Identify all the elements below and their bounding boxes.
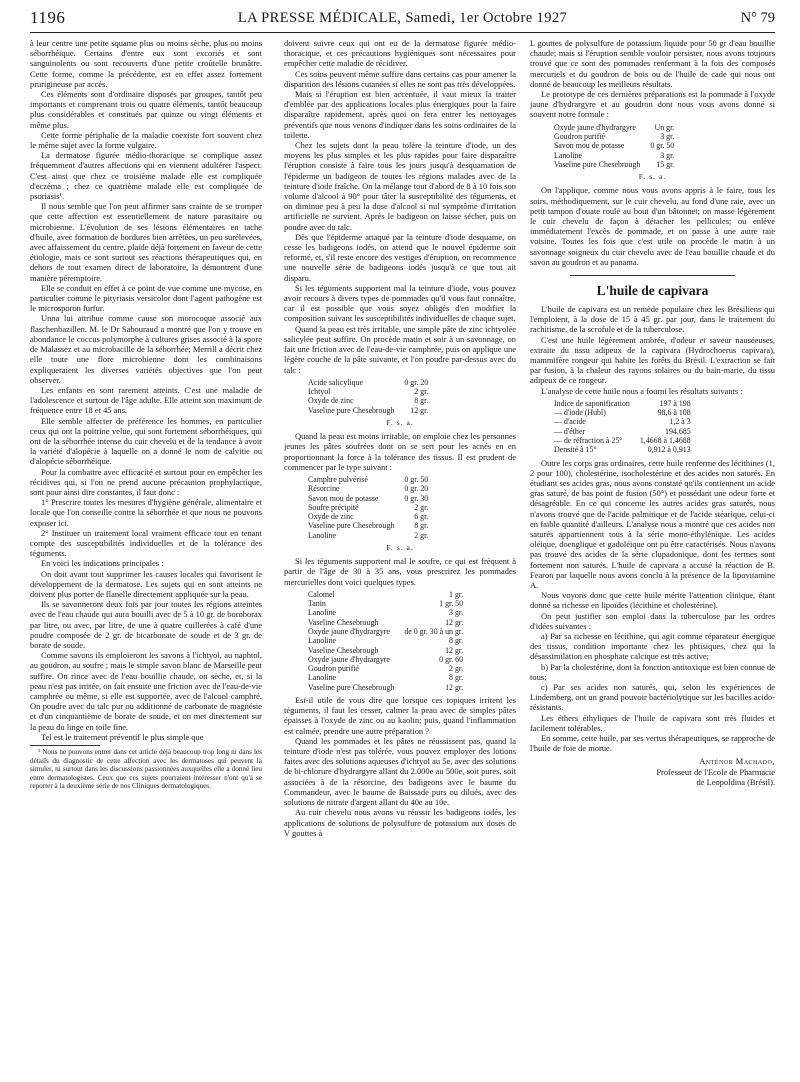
row-quantity: 3 gr. [660, 150, 675, 160]
paragraph: à leur centre une petite squame plus ou moins sèche, plus ou moins séborrhéique. Certains d'entre eux sont excoriés et sont sanguinolents ou sont recouverts d'une petite croûtelle brunâtre. Cette forme, comme la précédente, est en effet assez fortement prurigineuse par accès. [30, 38, 262, 89]
row-quantity: 0 gr. 30 [404, 493, 429, 503]
row-quantity: 0,912 à 0,913 [647, 445, 691, 455]
paragraph: C'est une huile légèrement ambrée, d'odeur et saveur nauséeuses, extraite du tissu adipeux de la capivara (Hydrochoerus capivara), mammifère rongeur qui habite les forêts du Brésil. L'extraction se fait par fusion, à la chaleur des rayons solaires ou du bain-marie, du tissu adipeux de ce rongeur. [530, 334, 775, 386]
paragraph: Ces soins peuvent même suffire dans certains cas pour amener la disparition des lésions cutanées si elles ne sont pas très développées. [284, 68, 516, 89]
paragraph: On peut justifier son emploi dans la tuberculose par les ordres d'idées suivantes : [530, 610, 775, 631]
row-label: Goudron purifié [308, 664, 360, 674]
row-label: Lanoline [554, 150, 583, 160]
page-number: 1196 [30, 8, 66, 27]
paragraph: Quand les pommades et les pâtes ne réussissent pas, quand la teinture d'iode n'est pas tolérée, vous pouvez employer des lotions faites avec des solutions aqueuses d'ichtyol au 5e, avec des solutions de bi-chlorure d'hydrargyre allant du 2.000e au 500e, soit pures, soit associées à de la résorcine, des badigeons avec le baume du Commandeur, avec le baume de Baissade purs ou dilués, avec des solutions de nitrate d'argent allant du 40e au 10e. [284, 735, 516, 808]
table-row [552, 436, 693, 445]
row-label: Vaseline Chesebrough [308, 617, 379, 627]
row-quantity: 12 gr. [410, 405, 429, 415]
footnote: ¹ Nous ne pouvons entrer dans cet article déjà beaucoup trop long ni dans les détails du diagnostic de cette affection avec les dermatoses qui peuvent la simuler, ni surtout dans les discussions passionnées auxquelles elle a donné lieu entre dermatologistes. Ceux que ces sujets pourraient intéresser n'ont qu'à se reporter à la deuxième série de nos Cliniques dermatologiques. [30, 748, 262, 791]
row-quantity: 0 gr. 60 [439, 654, 464, 664]
table-row [306, 590, 465, 599]
row-label: Oxyde de zinc [308, 512, 354, 522]
row-quantity: 0 gr. 20 [404, 484, 429, 494]
row-label: Indice de saponification [554, 398, 630, 408]
row-quantity: 194,685 [665, 426, 691, 436]
row-label: Vaseline pure Chesebrough [308, 405, 395, 415]
table-row [306, 636, 465, 645]
paragraph: Comme savons ils emploieront les savons à l'ichtyol, au naphtol, au goudron, au soufre ; mais le simple savon blanc de Marseille peut suffire. On rince avec de l'eau bouillie chaude, on sèche, et, si la peau n'est pas irritée, on fait ensuite une friction avec de l'eau-de-vie camphrée ou même, si elle est supportée, avec de l'alcool camphré. On poudre avec du talc pur ou additionné de carbonate de magnésie et d'un cinquantième de borate de soude, et on met directement sur la peau du linge en toile fine. [30, 650, 262, 732]
row-quantity: 3 gr. [449, 608, 464, 618]
prescription-table [306, 590, 465, 692]
table-row [306, 664, 465, 673]
row-label: Lanoline [308, 530, 337, 540]
row-quantity: 2 gr. [414, 530, 429, 540]
row-quantity: 12 gr. [445, 617, 464, 627]
paragraph: Tel est le traitement préventif le plus simple que [41, 731, 204, 742]
row-label: — d'éther [554, 426, 586, 436]
row-quantity: 12 gr. [445, 645, 464, 655]
row-label: Densité à 15° [554, 445, 597, 455]
table-row [306, 512, 430, 521]
row-quantity: 2 gr. [414, 502, 429, 512]
paragraph: b) Par la cholestérine, dont la fonction antitoxique est bien connue de tous; [530, 661, 775, 682]
row-label: Savon mou de potasse [308, 493, 379, 503]
section-title: L'huile de capivara [596, 282, 709, 298]
row-label: Soufre précipité [308, 502, 359, 512]
row-label: Oxyde jaune d'hydrargyre [554, 122, 636, 132]
fsa-mark: F. s. a. [386, 542, 414, 552]
row-quantity: 1,2 à 3 [669, 417, 691, 427]
paragraph: a) Par sa richesse en lécithine, qui agit comme réparateur énergique des tissus, condition importante chez les phtisiques, chez qui la désassimilation en phosphate calcique est très active; [530, 631, 775, 662]
paragraph: 1° Prescrire toutes les mesures d'hygiène générale, alimentaire et locale que l'on conseille contre la séborrhée et que nous ne pouvons exposer ici. [30, 497, 262, 528]
row-label: Vaseline pure Chesebrough [308, 521, 395, 531]
paragraph: L gouttes de polysulfure de potassium liquide pour 50 gr d'eau bouillie chaude; mais si l'éruption semble vouloir persister, nous avons toujours trouvé que ce sont des pommades renfermant à la fois des composés mercuriels et du goudron de bois ou de l'huile de cade qui nous ont donné de beaucoup les meilleurs résultats. [530, 38, 775, 89]
paragraph: Les éthers éthyliques de l'huile de capivara sont très fluides et facilement tolérables. [530, 712, 775, 733]
table-row [552, 408, 693, 417]
table-row [552, 141, 676, 150]
paragraph: La dermatose figurée médio-thoracique se complique assez fréquemment d'autres affections qui en viennent adultérer l'aspect. C'est ainsi que chez ce troisième malade elle est compliquée d'eczéma ; chez ce quatrième malade elle est compliquée de psoriasis¹. [30, 150, 262, 202]
section-separator [530, 275, 775, 276]
prescription-table [306, 378, 430, 415]
footnote-rule [30, 745, 100, 746]
column-3 [530, 38, 775, 1072]
table-row [306, 599, 465, 608]
fsa-mark: F. s. a. [386, 417, 414, 427]
prescription-table [306, 475, 430, 540]
fsa-mark: F. s. a. [638, 172, 667, 182]
table-row [306, 618, 465, 627]
paragraph: En voici les indications principales : [41, 558, 164, 569]
column-2 [284, 38, 516, 1072]
row-quantity: 2 gr. [449, 664, 464, 674]
row-quantity: 8 gr. [414, 396, 429, 406]
row-quantity: 8 gr. [449, 636, 464, 646]
row-label: — d'acide [554, 417, 586, 427]
row-label: Lanoline [308, 636, 337, 646]
table-row [306, 396, 430, 405]
row-label: Camphre pulvérisé [308, 474, 368, 484]
paragraph: Chez les sujets dont la peau tolère la teinture d'iode, un des moyens les plus simples et les plus rapides pour faire disparaître l'éruption consiste à faire tous les jours jusqu'à desquamation de l'épiderme un badigeon de toutes les régions malades avec de la teinture d'iode fraîche. On la mélange tout d'abord de 8 à 10 fois son volume d'alcool à 90° pour tâter la susceptibilité des téguments, et on diminue peu à peu la dose d'alcool si nul symptôme d'irritation artificielle ne survient. Après le badigeon on laisse sécher, puis on poudre avec du talc. [284, 140, 516, 232]
row-quantity: 12 gr. [445, 682, 464, 692]
row-label: Vaseline Chesebrough [308, 645, 379, 655]
row-quantity: 0 gr. 50 [650, 141, 675, 151]
table-row [552, 445, 693, 454]
paragraph: Elle se conduit en effet à ce point de vue comme une mycose, en particulier comme le pityriasis versicolor dont l'agent pathogène est le microsporon furfur. [30, 282, 262, 314]
row-label: Oxyde jaune d'hydrargyre [308, 654, 390, 664]
table-row [306, 521, 430, 530]
row-quantity: 0 gr. 20 [404, 377, 429, 387]
row-label: Vaseline pure Chesebrough [308, 682, 395, 692]
table-row [552, 123, 676, 132]
row-label: Acide salicylique [308, 377, 363, 387]
table-row [306, 673, 465, 682]
paragraph: Quand la peau est moins irritable, on emploie chez les personnes jeunes les pâtes soufrées dont on se sert pour les acnés en en proportionnant la force à la tolérance des tissus. Il est prudent de commencer par le type suivant : [284, 431, 516, 472]
row-label: Oxyde de zinc [308, 396, 354, 406]
paragraph: L'huile de capivara est un remède populaire chez les Brésiliens qui l'emploient, à la dose de 15 à 45 gr. par jour, dans le traitement du rachitisme, de la scrofule et de la tuberculose. [530, 303, 775, 335]
table-row [306, 378, 430, 387]
table-row [552, 427, 693, 436]
row-quantity: 0 gr. 50 [404, 474, 429, 484]
running-title: LA PRESSE MÉDICALE, Samedi, 1er Octobre 1927 [237, 10, 568, 26]
paragraph: Outre les corps gras ordinaires, cette huile renferme des lécithines (1, 2 pour 100), cholestérine, isocholestérine et des acides non saturés. En étudiant ses acides gras, nous avons constaté qu'ils contiennent un acide gras saturé, de bas point de fusion (50°) et possédant une odeur forte et désagréable. En ce qui concerne les autres acides gras saturés, nous n'avons trouvé que de l'acide palmitique et de l'acide stéarique, celui-ci en faible quantité d'ailleurs. L'analyse nous a montré que ces acides non saturés appartiennent tous à la série mono-éthylénique. Les acides oléique, doenglique et gadoléique ont pu être caractérisés. Nous n'avons pas trouvé des acides de la série clupadonique, dont les termes sont fortement non saturés. L'huile de capivara a accusé la réaction de B. Fearon par laquelle nous avons conclu à la présence de la lipovitamine A. [530, 457, 775, 590]
table-row [306, 494, 430, 503]
row-quantity: 1 gr. 50 [439, 599, 464, 609]
paragraph: Si les téguments supportent mal le soufre, ce qui est fréquent à partir de l'âge de 30 à 35 ans, vous prescrirez les pommades mercurielles dont voici quelques types. [284, 556, 516, 587]
author-affiliation: Professeur de l'Ecole de Pharmacie [656, 766, 775, 777]
row-label: Tanin [308, 599, 326, 609]
row-label: — de réfraction à 25° [554, 435, 623, 445]
row-label: Ichtyol [308, 387, 331, 396]
paragraph: Ces éléments sont d'ordinaire disposés par groupes, tantôt peu importants et comprenant trois ou quatre éléments, tantôt beaucoup plus considérables et constitués par quinze ou vingt éléments et même plus. [30, 89, 262, 130]
paragraph: Cette forme périphalie de la maladie coexiste fort souvent chez le même sujet avec la forme vulgaire. [30, 129, 262, 151]
author-name: Anténor Machado, [699, 756, 775, 767]
row-label: Lanoline [308, 608, 337, 618]
paragraph: Unna lui attribue comme cause son morocoque associé aux flaschenbazillen. M. le Dr Sabouraud a montré que l'on y trouve en abondance le coccus polymorphe à cultures grises associé à la spore de Malassez et au microbacille de la séborrhée; Merrill a décrit chez elle toute une flore microbienne dont les combinaisons expliqueraient les diverses variétés objectives que l'on peut observer. [30, 313, 262, 385]
table-row [306, 406, 430, 415]
running-header [30, 8, 775, 32]
paragraph: Ils se savonneront deux fois par jour toutes les régions atteintes avec de l'eau chaude qui aura bouilli avec de 5 à 10 gr. de boroborax par litre, ou avec, par litre, de une à quatre cuillerées à café d'une poudre composée de 2 gr. de bicarbonate de soude et de 3 gr. de borate de soude. [30, 599, 262, 650]
paragraph: Le prototype de ces dernières préparations est la pommade à l'oxyde jaune d'hydrargyre et au goudron dont nous vous avons donné si souvent notre formule : [530, 89, 775, 120]
row-quantity: 1 gr. [449, 589, 464, 599]
analysis-table [552, 399, 693, 455]
row-quantity: 8 gr. [449, 673, 464, 683]
row-quantity: Un gr. [654, 122, 675, 132]
row-quantity: 15 gr. [656, 159, 675, 169]
table-row [306, 646, 465, 655]
table-row [306, 503, 430, 512]
paragraph: En somme, cette huile, par ses vertus thérapeutiques, se rapproche de l'huile de foie de morue. [530, 733, 775, 754]
row-label: Lanoline [308, 673, 337, 683]
row-label: — d'iode (Hubl) [554, 408, 606, 418]
paragraph: Pour la combattre avec efficacité et surtout pour en empêcher les récidives qui, si l'on ne prend aucune précaution prophylactique, sont pour ainsi dire constantes, il faut donc : [30, 466, 262, 497]
row-quantity: 98,6 à 108 [657, 408, 691, 418]
table-row [306, 531, 430, 540]
row-label: Vaseline pure Chesebrough [554, 159, 641, 169]
table-row [552, 417, 693, 426]
row-quantity: 2 gr. [414, 387, 429, 396]
row-quantity: 197 à 198 [659, 398, 691, 408]
issue-number: N° 79 [740, 10, 775, 26]
table-row [306, 627, 465, 636]
table-row [306, 608, 465, 617]
table-row [306, 387, 430, 396]
paragraph: c) Par ses acides non saturés, qui, selon les expériences de Lindemberg, ont un grand pouvoir bactériolytique sur les bacilles acido-résistants. [530, 682, 775, 713]
paragraph: Mais si l'éruption est bien accentuée, il vaut mieux la traiter d'emblée par des applications locales plus énergiques pour la faire disparaître rapidement, après quoi on fera entrer les nettoyages préventifs que nous venons d'indiquer dans les soins ordinaires de la toilette. [284, 89, 516, 140]
table-row [306, 683, 465, 692]
table-row [552, 399, 693, 408]
table-row [552, 151, 676, 160]
row-quantity: 8 gr. [414, 521, 429, 531]
row-label: Oxyde jaune d'hydrargyre [308, 626, 390, 636]
paragraph: Elle semble affecter de préférence les hommes, en particulier ceux qui ont la poitrine velue, qui sont fortement séborrhéiques, qui ont de la séborrhée intense du cuir chevelu et de la tendance à avoir la variété d'alopécie à laquelle on a donné le nom de calvitie ou d'alopécie séborrhéique. [30, 415, 262, 467]
row-label: Savon mou de potasse [554, 141, 625, 151]
table-row [306, 484, 430, 493]
author-signature [530, 756, 775, 787]
paragraph: Les enfants en sont rarement atteints. C'est une maladie de l'adolescence et surtout de l'âge adulte. Elle atteint son maximum de fréquence entre 18 et 45 ans. [30, 384, 262, 416]
paragraph: 2° Instituer un traitement local vraiment efficace tout en tenant compte des susceptibilités individuelles et de la tolérance des téguments. [30, 527, 262, 559]
paragraph: On doit avant tout supprimer les causes locales qui favorisent le développement de la dermatose. Les sujets qui en sont atteints ne doivent plus porter de flanelle directement appliquée sur la peau. [30, 568, 262, 599]
row-quantity: 1,4668 à 1,4688 [639, 435, 691, 445]
row-quantity: de 0 gr. 30 à un gr. [404, 626, 464, 636]
paragraph: Dès que l'épiderme attaqué par la teinture d'iode desquame, on cesse les badigeons iodés, on attend que le nouvel épiderme soit reformé, et, s'il reste encore des vestiges d'éruption, on recommence une nouvelle série de badigeons iodés jusqu'à ce que tout ait disparu. [284, 231, 516, 283]
paragraph: Est-il utile de vous dire que lorsque ces topiques irritent les téguments, il faut les cesser, calmer la peau avec de simples pâtes épaisses à l'oxyde de zinc ou au kaolin; puis, quand l'inflammation est calmée, prendre une autre préparation ? [284, 695, 516, 736]
paragraph: Il nous semble que l'on peut affirmer sans crainte de se tromper que cette affection est essentiellement de nature parasitaire ou microbienne. L'évolution de ses lésions élémentaires en tache d'huile, avec formation de bordures bien arrêtées, un peu surélevées, avec affaissement du centre, plaide déjà fortement en faveur de cette étiologie, mais ce sont surtout ses réactions thérapeutiques qui, en dehors de tout examen direct de laboratoire, la démontrent d'une manière péremptoire. [30, 201, 262, 283]
paragraph: Si les téguments supportent mal la teinture d'iode, vous pouvez avoir recours à divers types de pommades qu'il vous faut connaître, car il est possible que vous soyez obligés d'en modifier la composition suivant les susceptibilités individuelles de chaque sujet. [284, 282, 516, 324]
row-quantity: 3 gr. [660, 131, 675, 141]
row-label: Résorcine [308, 484, 340, 494]
paragraph: Quand la peau est très irritable, une simple pâte de zinc ichtyolée salicylée peut suffire. On procède matin et soir à un savonnage, on fait une friction avec de l'eau-de-vie camphrée, puis on applique une légère couche de la pâte suivante, et l'on poudre par-dessus avec du talc : [284, 323, 516, 375]
table-row [552, 160, 676, 169]
row-label: Goudron purifié [554, 131, 606, 141]
table-row [306, 475, 430, 484]
column-1 [30, 38, 262, 1072]
table-row [306, 655, 465, 664]
paragraph: On l'applique, comme nous vous avons appris à le faire, tous les soirs, méthodiquement, sur le cuir chevelu, au fond d'une raie, avec un petit tampon d'ouate roulé au bout d'un bâtonnet; on masse légèrement le cuir chevelu de façon à détacher les pellicules; ou enlève immédiatement l'excès de pommade, et on passe à une autre raie voisine. Toutes les fois que c'est utile on procède le matin à un savonnage soigneux du cuir chevelu avec de l'eau bouillie chaude et du savon au goudron et au panama. [530, 185, 775, 267]
table-row [552, 132, 676, 141]
paragraph: Au cuir chevelu nous avons vu réussir les badigeons iodés, les applications de solutions de polysulfure de potassium aux doses de V gouttes à [284, 807, 516, 838]
paragraph: Nous voyons donc que cette huile mérite l'attention clinique, étant donné sa richesse en lipoïdes (lécithine et cholestérine). [530, 590, 775, 611]
header-rule [30, 32, 775, 33]
paragraph: doivent suivre ceux qui ont eu de la dermatose figurée médio-thoracique, et ces précautions hygiéniques sont nécessaires pour empêcher cette maladie de récidiver. [284, 38, 516, 69]
row-quantity: 6 gr. [414, 512, 429, 522]
paragraph: L'analyse de cette huile nous a fourni les résultats suivants : [541, 385, 743, 396]
prescription-table [552, 123, 676, 169]
row-label: Calomel [308, 589, 335, 599]
author-affiliation: de Leopoldina (Brésil). [696, 776, 775, 787]
